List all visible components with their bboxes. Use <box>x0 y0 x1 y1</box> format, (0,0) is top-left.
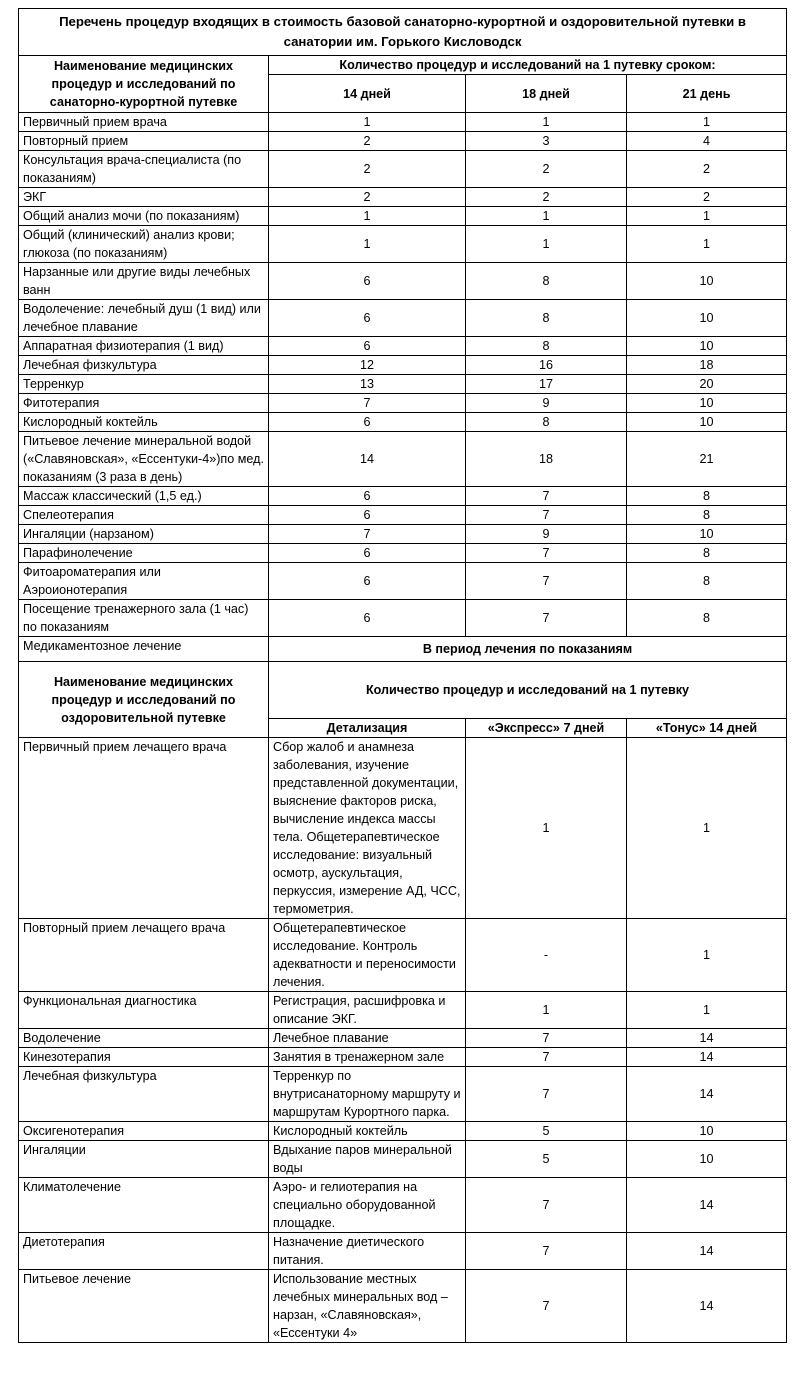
procedure-count-21: 8 <box>627 506 787 525</box>
procedure-count-21: 4 <box>627 132 787 151</box>
procedure-row <box>19 375 787 394</box>
tonus-count: 14 <box>627 1048 787 1067</box>
procedure-row <box>19 337 787 356</box>
wellness-procedure-name: Первичный прием лечащего врача <box>19 738 269 919</box>
document-title: Перечень процедур входящих в стоимость базовой санаторно-курортной и оздоровительной путевки в санатории им. Горького Кисловодск <box>19 9 787 56</box>
procedure-row <box>19 544 787 563</box>
procedure-name: Общий (клинический) анализ крови; глюкоза (по показаниям) <box>19 226 269 263</box>
procedure-row <box>19 151 787 188</box>
procedure-count-14: 1 <box>269 226 466 263</box>
procedure-count-21: 10 <box>627 413 787 432</box>
period-18-header: 18 дней <box>466 75 627 113</box>
section2-qty-header: Количество процедур и исследований на 1 путевку <box>269 662 787 719</box>
procedure-count-21: 1 <box>627 113 787 132</box>
procedure-count-21: 8 <box>627 600 787 637</box>
wellness-procedure-name: Ингаляции <box>19 1141 269 1178</box>
wellness-procedure-detail: Терренкур по внутрисанаторному маршруту и маршрутам Курортного парка. <box>269 1067 466 1122</box>
wellness-procedure-name: Повторный прием лечащего врача <box>19 919 269 992</box>
express-column-header: «Экспресс» 7 дней <box>466 719 627 738</box>
procedure-name: Ингаляции (нарзаном) <box>19 525 269 544</box>
procedure-name: ЭКГ <box>19 188 269 207</box>
wellness-procedure-row <box>19 1233 787 1270</box>
express-count: - <box>466 919 627 992</box>
procedure-count-21: 10 <box>627 263 787 300</box>
procedure-count-18: 8 <box>466 263 627 300</box>
procedure-count-18: 18 <box>466 432 627 487</box>
procedure-count-21: 10 <box>627 337 787 356</box>
tonus-count: 1 <box>627 992 787 1029</box>
express-count: 1 <box>466 992 627 1029</box>
section1-name-header: Наименование медицинских процедур и исследований по санаторно-курортной путевке <box>19 56 269 113</box>
procedure-count-18: 7 <box>466 506 627 525</box>
procedure-row <box>19 188 787 207</box>
medication-value: В период лечения по показаниям <box>269 637 787 662</box>
procedure-name: Нарзанные или другие виды лечебных ванн <box>19 263 269 300</box>
procedure-count-18: 7 <box>466 600 627 637</box>
wellness-procedure-row <box>19 919 787 992</box>
procedure-count-14: 13 <box>269 375 466 394</box>
procedure-count-14: 2 <box>269 151 466 188</box>
procedure-row <box>19 600 787 637</box>
procedure-count-18: 8 <box>466 413 627 432</box>
procedure-count-18: 17 <box>466 375 627 394</box>
period-14-header: 14 дней <box>269 75 466 113</box>
procedure-name: Парафинолечение <box>19 544 269 563</box>
section1-qty-header: Количество процедур и исследований на 1 путевку сроком: <box>269 56 787 75</box>
procedure-count-18: 1 <box>466 226 627 263</box>
procedure-count-18: 7 <box>466 544 627 563</box>
procedure-count-18: 9 <box>466 394 627 413</box>
procedure-row <box>19 506 787 525</box>
wellness-procedure-detail: Назначение диетического питания. <box>269 1233 466 1270</box>
procedure-count-21: 10 <box>627 300 787 337</box>
section1-header-row <box>19 56 787 75</box>
procedure-name: Массаж классический (1,5 ед.) <box>19 487 269 506</box>
procedure-count-14: 6 <box>269 487 466 506</box>
wellness-procedure-row <box>19 1067 787 1122</box>
procedure-row <box>19 132 787 151</box>
procedure-row <box>19 394 787 413</box>
wellness-procedure-row <box>19 1178 787 1233</box>
procedure-count-14: 2 <box>269 188 466 207</box>
tonus-count: 1 <box>627 919 787 992</box>
procedure-row <box>19 487 787 506</box>
procedure-count-21: 2 <box>627 188 787 207</box>
section2-name-header: Наименование медицинских процедур и исследований по оздоровительной путевке <box>19 662 269 738</box>
procedure-row <box>19 563 787 600</box>
procedure-row <box>19 207 787 226</box>
tonus-count: 14 <box>627 1270 787 1343</box>
express-count: 7 <box>466 1233 627 1270</box>
wellness-procedure-detail: Занятия в тренажерном зале <box>269 1048 466 1067</box>
wellness-procedure-row <box>19 1029 787 1048</box>
procedure-count-18: 7 <box>466 487 627 506</box>
procedure-name: Фитоароматерапия или Аэроионотерапия <box>19 563 269 600</box>
procedure-name: Водолечение: лечебный душ (1 вид) или лечебное плавание <box>19 300 269 337</box>
procedure-count-21: 10 <box>627 394 787 413</box>
procedure-row <box>19 300 787 337</box>
express-count: 7 <box>466 1029 627 1048</box>
wellness-procedure-row <box>19 1122 787 1141</box>
wellness-procedure-name: Лечебная физкультура <box>19 1067 269 1122</box>
procedure-name: Терренкур <box>19 375 269 394</box>
wellness-procedure-detail: Вдыхание паров минеральной воды <box>269 1141 466 1178</box>
tonus-count: 14 <box>627 1029 787 1048</box>
wellness-procedure-name: Функциональная диагностика <box>19 992 269 1029</box>
procedure-count-14: 12 <box>269 356 466 375</box>
procedure-row <box>19 263 787 300</box>
procedure-count-18: 2 <box>466 188 627 207</box>
medication-name: Медикаментозное лечение <box>19 637 269 662</box>
express-count: 7 <box>466 1270 627 1343</box>
title-row <box>19 9 787 56</box>
wellness-procedure-row <box>19 1141 787 1178</box>
procedure-count-21: 8 <box>627 563 787 600</box>
wellness-procedure-detail: Общетерапевтическое исследование. Контроль адекватности и переносимости лечения. <box>269 919 466 992</box>
wellness-procedure-name: Диетотерапия <box>19 1233 269 1270</box>
period-21-header: 21 день <box>627 75 787 113</box>
procedure-row <box>19 432 787 487</box>
wellness-procedure-detail: Кислородный коктейль <box>269 1122 466 1141</box>
procedure-row <box>19 525 787 544</box>
procedure-name: Кислородный коктейль <box>19 413 269 432</box>
wellness-procedure-row <box>19 1048 787 1067</box>
detail-column-header: Детализация <box>269 719 466 738</box>
procedure-count-18: 9 <box>466 525 627 544</box>
procedure-count-18: 1 <box>466 207 627 226</box>
procedure-name: Лечебная физкультура <box>19 356 269 375</box>
procedure-count-18: 1 <box>466 113 627 132</box>
procedure-count-14: 7 <box>269 394 466 413</box>
tonus-column-header: «Тонус» 14 дней <box>627 719 787 738</box>
procedure-count-14: 7 <box>269 525 466 544</box>
tonus-count: 14 <box>627 1178 787 1233</box>
express-count: 1 <box>466 738 627 919</box>
procedure-count-14: 6 <box>269 600 466 637</box>
tonus-count: 10 <box>627 1122 787 1141</box>
wellness-procedure-detail: Использование местных лечебных минеральных вод – нарзан, «Славяновская», «Ессентуки 4» <box>269 1270 466 1343</box>
procedure-count-14: 1 <box>269 113 466 132</box>
wellness-procedure-name: Кинезотерапия <box>19 1048 269 1067</box>
procedure-count-14: 6 <box>269 563 466 600</box>
procedure-row <box>19 356 787 375</box>
tonus-count: 14 <box>627 1233 787 1270</box>
procedure-count-21: 20 <box>627 375 787 394</box>
express-count: 5 <box>466 1141 627 1178</box>
express-count: 7 <box>466 1048 627 1067</box>
procedure-count-21: 21 <box>627 432 787 487</box>
procedure-name: Повторный прием <box>19 132 269 151</box>
procedures-table-body <box>19 9 787 1343</box>
wellness-procedure-row <box>19 1270 787 1343</box>
procedure-count-14: 6 <box>269 506 466 525</box>
wellness-procedure-detail: Аэро- и гелиотерапия на специально оборудованной площадке. <box>269 1178 466 1233</box>
wellness-procedure-name: Водолечение <box>19 1029 269 1048</box>
procedure-name: Питьевое лечение минеральной водой («Славяновская», «Ессентуки-4»)по мед. показаниям (3 раза в день) <box>19 432 269 487</box>
procedure-name: Фитотерапия <box>19 394 269 413</box>
section2-header-row <box>19 662 787 719</box>
tonus-count: 10 <box>627 1141 787 1178</box>
procedure-row <box>19 226 787 263</box>
express-count: 5 <box>466 1122 627 1141</box>
procedure-count-14: 6 <box>269 263 466 300</box>
procedure-count-18: 8 <box>466 300 627 337</box>
procedure-count-14: 2 <box>269 132 466 151</box>
procedures-table <box>18 8 787 1343</box>
procedure-count-14: 1 <box>269 207 466 226</box>
wellness-procedure-row <box>19 992 787 1029</box>
procedure-row <box>19 413 787 432</box>
express-count: 7 <box>466 1178 627 1233</box>
procedure-count-21: 8 <box>627 487 787 506</box>
procedure-count-21: 1 <box>627 207 787 226</box>
procedure-count-18: 8 <box>466 337 627 356</box>
procedure-count-21: 2 <box>627 151 787 188</box>
procedure-count-21: 18 <box>627 356 787 375</box>
procedure-count-18: 16 <box>466 356 627 375</box>
procedure-name: Аппаратная физиотерапия (1 вид) <box>19 337 269 356</box>
procedure-count-14: 6 <box>269 300 466 337</box>
tonus-count: 1 <box>627 738 787 919</box>
express-count: 7 <box>466 1067 627 1122</box>
procedure-count-18: 7 <box>466 563 627 600</box>
wellness-procedure-detail: Лечебное плавание <box>269 1029 466 1048</box>
procedure-count-14: 6 <box>269 337 466 356</box>
wellness-procedure-detail: Регистрация, расшифровка и описание ЭКГ. <box>269 992 466 1029</box>
wellness-procedure-name: Питьевое лечение <box>19 1270 269 1343</box>
procedure-name: Общий анализ мочи (по показаниям) <box>19 207 269 226</box>
wellness-procedure-name: Оксигенотерапия <box>19 1122 269 1141</box>
tonus-count: 14 <box>627 1067 787 1122</box>
procedure-name: Консультация врача-специалиста (по показаниям) <box>19 151 269 188</box>
procedure-name: Спелеотерапия <box>19 506 269 525</box>
procedure-count-18: 2 <box>466 151 627 188</box>
procedure-count-14: 14 <box>269 432 466 487</box>
procedure-name: Первичный прием врача <box>19 113 269 132</box>
procedure-count-14: 6 <box>269 413 466 432</box>
procedure-count-21: 1 <box>627 226 787 263</box>
medication-row <box>19 637 787 662</box>
procedure-count-21: 8 <box>627 544 787 563</box>
procedure-name: Посещение тренажерного зала (1 час) по показаниям <box>19 600 269 637</box>
procedure-row <box>19 113 787 132</box>
procedure-count-18: 3 <box>466 132 627 151</box>
wellness-procedure-detail: Сбор жалоб и анамнеза заболевания, изучение представленной документации, выяснение факторов риска, вычисление индекса массы тела. Общетерапевтическое исследование: визуальный осмотр, аускультация, перкуссия, измерение АД, ЧСС, термометрия. <box>269 738 466 919</box>
procedure-count-14: 6 <box>269 544 466 563</box>
procedure-count-21: 10 <box>627 525 787 544</box>
wellness-procedure-name: Климатолечение <box>19 1178 269 1233</box>
wellness-procedure-row <box>19 738 787 919</box>
